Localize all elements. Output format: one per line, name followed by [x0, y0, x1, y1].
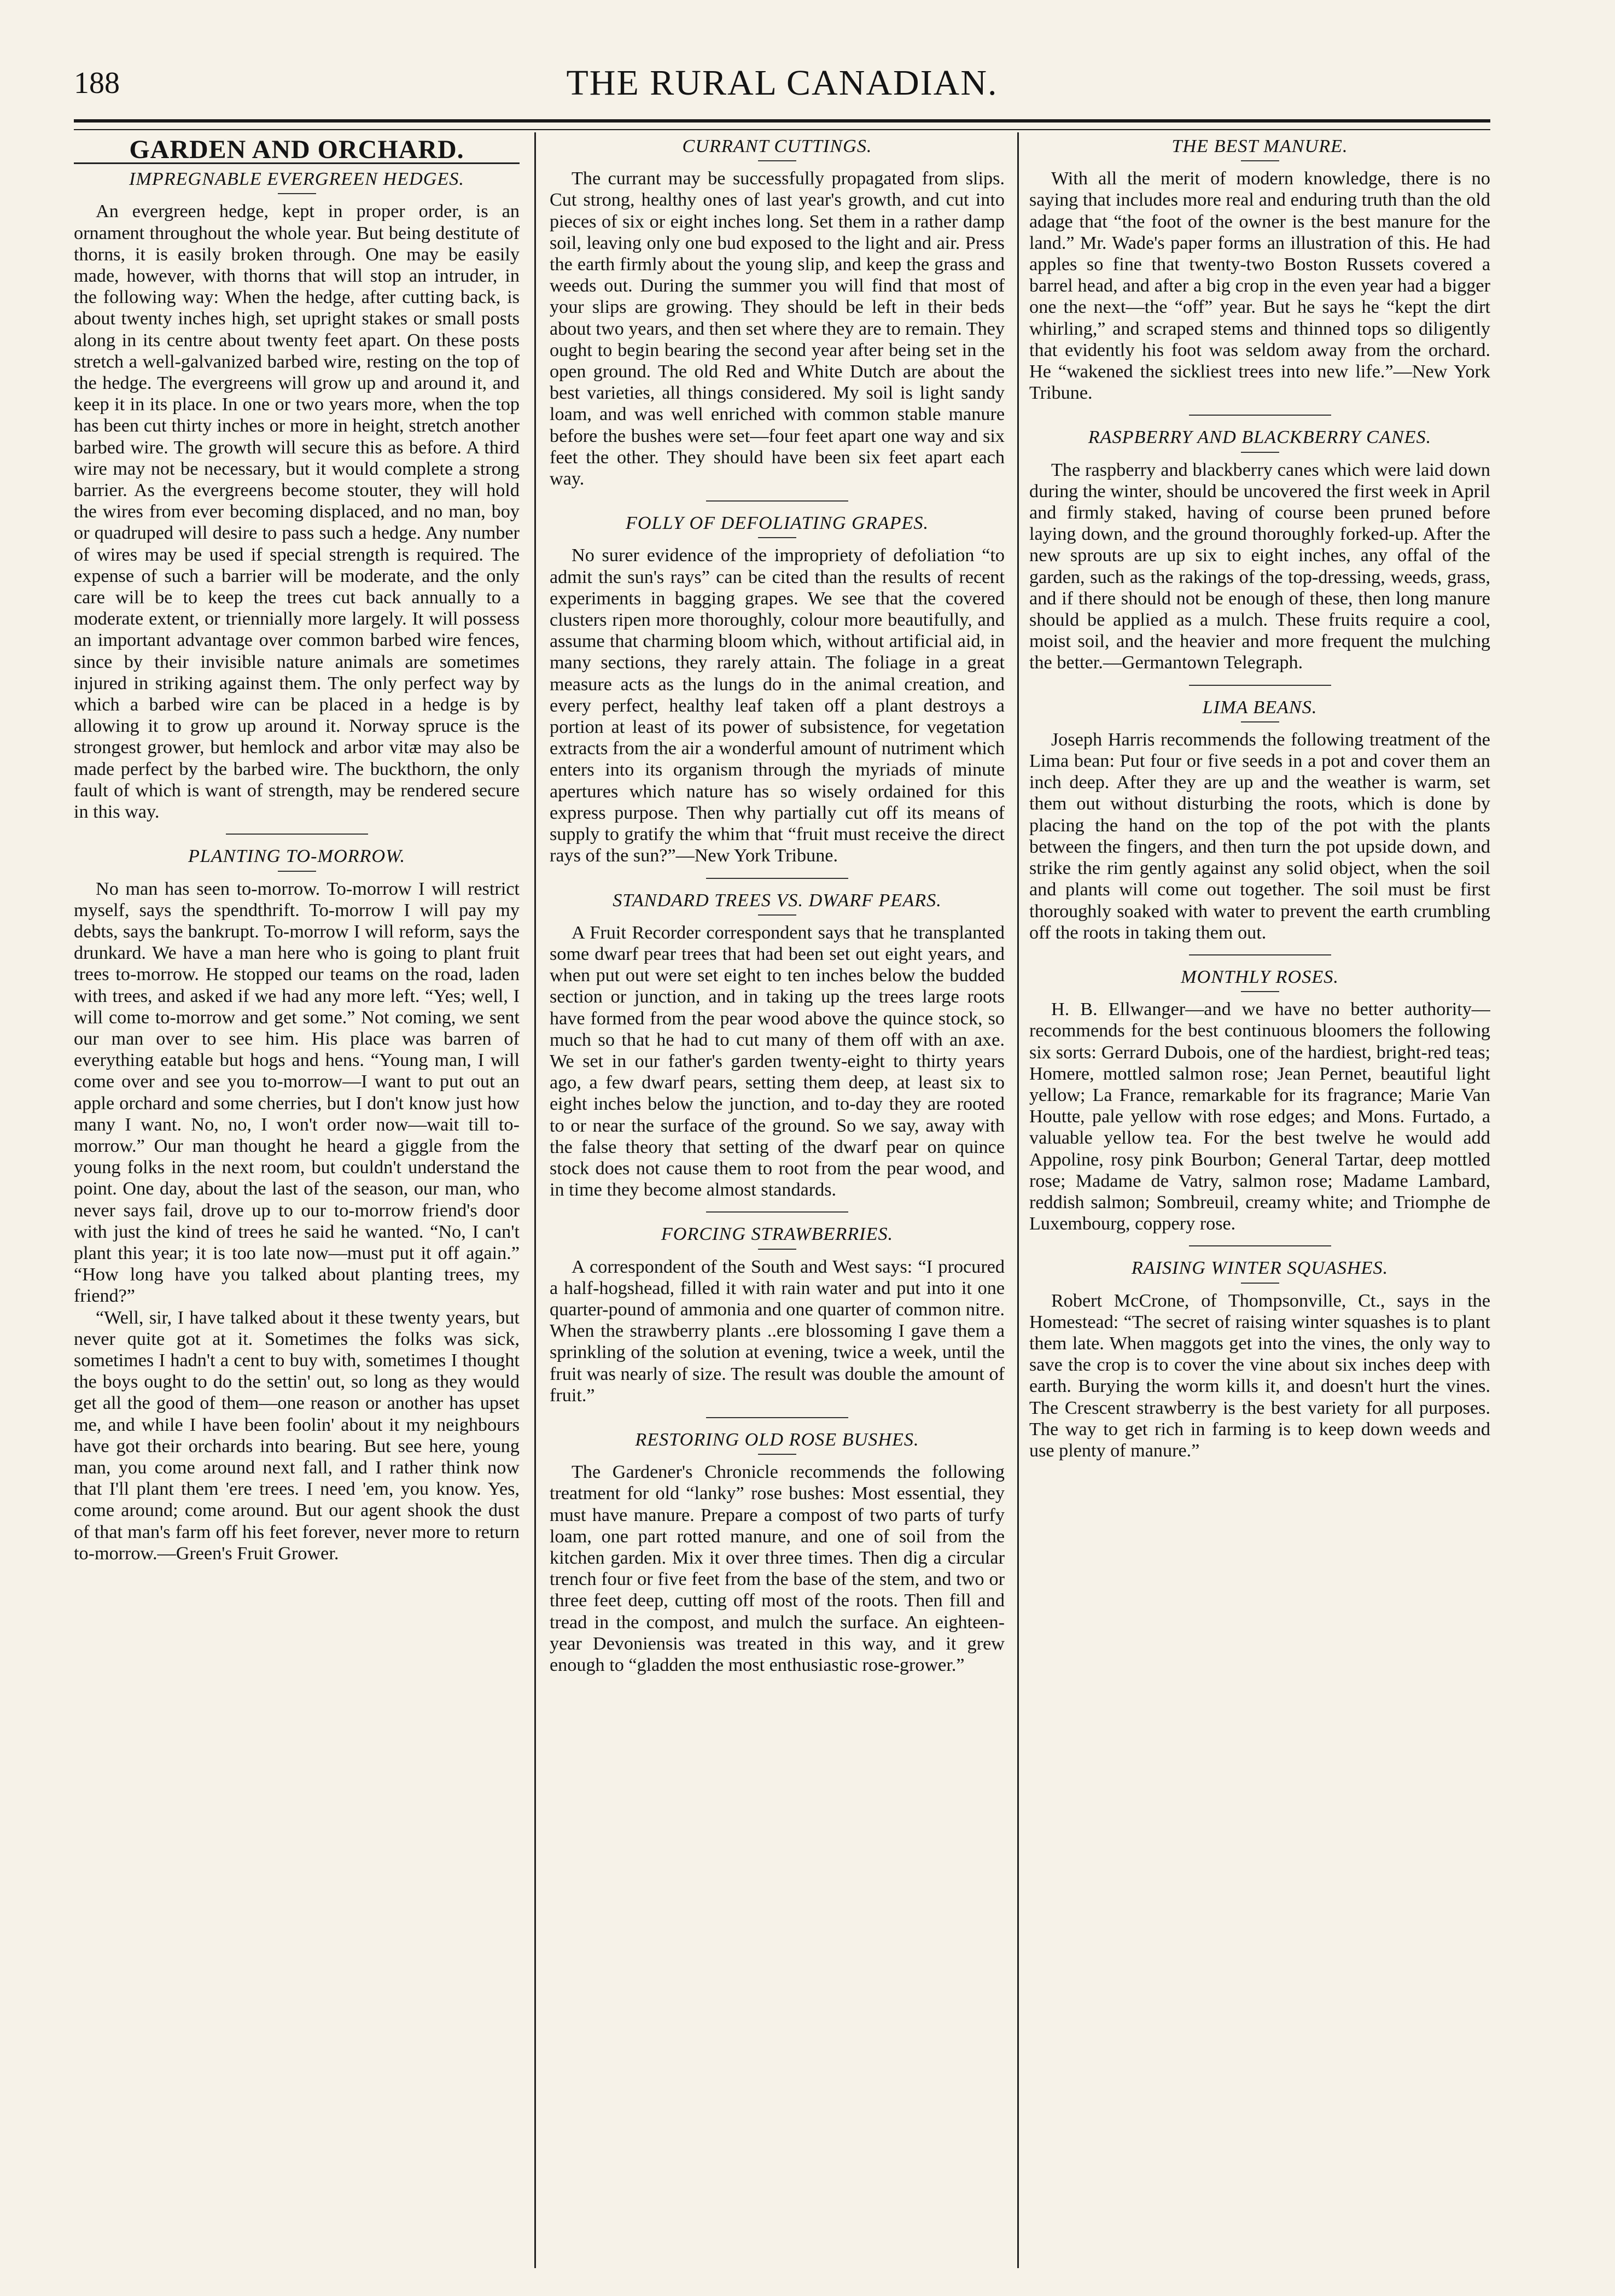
column-1 — [74, 136, 520, 2269]
heading-rule — [758, 914, 796, 916]
article-heading: MONTHLY ROSES. — [1181, 966, 1339, 987]
article-raspberry-canes — [1029, 427, 1490, 673]
article-heading: STANDARD TREES VS. DWARF PEARS. — [613, 890, 942, 911]
article-heading: CURRANT CUTTINGS. — [682, 136, 872, 156]
article-heading: PLANTING TO-MORROW. — [188, 846, 405, 867]
article-divider — [1189, 1245, 1331, 1246]
article-winter-squashes — [1029, 1257, 1490, 1461]
article-paragraph: No man has seen to-morrow. To-morrow I will restrict myself, says the spendthrift. To-morrow I will pay my debts, says the bankrupt. To-morrow I will reform, says the drunkard. We have a man here who is going to plant fruit trees to-morrow. He stopped our teams on the road, laden with trees, and asked if we had any more left. “Yes; well, I will come to-morrow and get some.” Not coming, we sent our man over to see him. His place was barren of everything eatable but hogs and hens. “Young man, I will come over and see you to-morrow—I want to put out an apple orchard and some cherries, but I don't know just how many I want. No, no, I won't order now—wait till to-morrow.” Our man thought he heard a giggle from the young folks in the next room, but couldn't understand the point. One day, about the last of the season, our man, who never says fail, drove up to our to-morrow friend's door with just the kind of trees he said he wanted. “No, I can't plant this year; it is too late now—must put it off again.” “How long have you talked about planting trees, my friend?” — [74, 878, 520, 1307]
article-paragraph: A correspondent of the South and West says: “I procured a half-hogshead, filled it with rain water and put into it one quarter-pound of ammonia and one quarter of common nitre. When the strawberry plants ..ere blossoming I gave them a sprinkling of the solution at evening, twice a week, until the fruit was nearly of size. The result was double the amount of fruit.” — [550, 1256, 1005, 1406]
heading-rule — [758, 537, 796, 538]
article-divider — [1189, 685, 1331, 686]
article-divider — [1189, 954, 1331, 955]
column-divider — [1017, 132, 1019, 2268]
article-paragraph: Robert McCrone, of Thompsonville, Ct., says in the Homestead: “The secret of raising winter squashes is to plant them late. When maggots get into the vines, the only way to save the crop is to cover the vine about six inches deep with earth. Burying the worm kills it, and doesn't hurt the vines. The Crescent strawberry is the best variety for all purposes. The way to get rich in farming is to keep down weeds and use plenty of manure.” — [1029, 1290, 1490, 1461]
heading-rule — [1241, 991, 1279, 992]
article-heading: LIMA BEANS. — [1202, 697, 1317, 718]
article-standard-trees — [550, 890, 1005, 1201]
article-heading: IMPREGNABLE EVERGREEN HEDGES. — [129, 169, 464, 190]
article-monthly-roses — [1029, 966, 1490, 1234]
article-heading: RAISING WINTER SQUASHES. — [1131, 1258, 1389, 1279]
article-paragraph: “Well, sir, I have talked about it these twenty years, but never quite got at it. Sometimes the folks was sick, sometimes I hadn't a cent to buy with, sometimes I thought the boys ought to do the settin' out, so long as they would get all the good of them—one reason or another has upset me, and while I have been foolin' about it my neighbours have got their orchards into bearing. But see here, young man, you come around next fall, and I rather think now that I'll plant them 'ere trees. I need 'em, you know. Yes, come around; come around. But our agent shook the dust of that man's farm off his feet forever, never more to return to-morrow.—Green's Fruit Grower. — [74, 1307, 520, 1564]
page-number: 188 — [74, 66, 120, 100]
heading-rule — [758, 1454, 796, 1455]
article-best-manure — [1029, 136, 1490, 404]
article-paragraph: A Fruit Recorder correspondent says that he transplanted some dwarf pear trees that had been set out eight years, and when put out were set eight to ten inches below the budded section or junction, and in taking up the trees large roots have formed from the pear wood above the quince stock, so much so that he had to cut many of them off with an axe. We set in our father's garden twenty-eight to thirty years ago, a few dwarf pears, setting them deep, at least six to eight inches below the junction, and to-day they are rooted to or near the surface of the ground. So we say, away with the false theory that setting of the dwarf pear on quince stock does not cause them to root from the pear wood, and in time they become almost standards. — [550, 922, 1005, 1201]
article-paragraph: Joseph Harris recommends the following treatment of the Lima bean: Put four or five seeds in a pot and cover them an inch deep. After they are up and the weather is warm, set them out without disturbing the roots, which is done by placing the hand on the top of the pot with the plants between the fingers, and then turn the pot upside down, and strike the rim gently against any solid object, when the soil and plants will come out together. The soil must be first thoroughly soaked with water to prevent the earth crumbling off the roots in taking them out. — [1029, 729, 1490, 943]
article-divider — [706, 878, 848, 879]
article-divider — [1189, 415, 1331, 416]
column-2 — [550, 136, 1005, 2269]
article-defoliating-grapes — [550, 512, 1005, 866]
page-header — [74, 60, 1490, 126]
article-heading: THE BEST MANURE. — [1171, 136, 1348, 156]
article-heading: FOLLY OF DEFOLIATING GRAPES. — [625, 513, 929, 534]
article-forcing-strawberries — [550, 1223, 1005, 1406]
article-divider — [226, 834, 368, 835]
column-3 — [1029, 136, 1490, 2269]
heading-rule — [1241, 721, 1279, 722]
heading-rule — [278, 871, 316, 872]
article-paragraph: The raspberry and blackberry canes which were laid down during the winter, should be uncovered the first week in April and firmly staked, having of course been pruned before laying down, and the ground thoroughly forked-up. After the new sprouts are up six to eight inches, any offal of the garden, such as the rakings of the top-dressing, weeds, grass, and if there should not be enough of these, then long manure should be applied as a mulch. These fruits require a cool, moist soil, and the heavier and more frequent the mulching the better.—Germantown Telegraph. — [1029, 459, 1490, 673]
heading-rule — [758, 160, 796, 161]
heading-rule — [278, 193, 316, 194]
article-currant-cuttings — [550, 136, 1005, 489]
article-evergreen-hedges — [74, 168, 520, 823]
newspaper-title: THE RURAL CANADIAN. — [566, 63, 998, 103]
column-divider — [534, 132, 536, 2268]
article-divider — [706, 1417, 848, 1418]
article-heading: FORCING STRAWBERRIES. — [661, 1224, 894, 1245]
article-paragraph: The Gardener's Chronicle recommends the following treatment for old “lanky” rose bushes: Most essential, they must have manure. Prepare a compost of two parts of turfy loam, one part rotted manure, and one of soil from the kitchen garden. Mix it over three times. Then dig a circular trench four or five feet from the base of the stem, and two or three feet deep, cutting off most of the roots. Then fill and tread in the compost, and mulch the surface. An eighteen-year Devoniensis was treated in this way, and it grew enough to “gladden the most enthusiastic rose-grower.” — [550, 1462, 1005, 1675]
article-divider — [706, 500, 848, 502]
article-rose-bushes — [550, 1429, 1005, 1676]
article-paragraph: An evergreen hedge, kept in proper order, is an ornament throughout the whole year. But being destitute of thorns, it is easily broken through. One may be easily made, however, with thorns that will stop an intruder, in the following way: When the hedge, after cutting back, is about twenty inches high, set upright stakes or small posts along in its centre about twenty feet apart. On these posts stretch a well-galvanized barbed wire, resting on the top of the hedge. The evergreens will grow up and around it, and keep it in its place. In one or two years more, when the top has been cut thirty inches or more in height, stretch another barbed wire. The growth will secure this as before. A third wire may not be necessary, but it would complete a strong barrier. As the evergreens become stouter, they will hold the wires from ever becoming displaced, and no man, boy or quadruped will desire to pass such a hedge. Any number of wires may be used if special strength is required. The expense of such a barrier will be moderate, and the only care will be to keep the trees cut back annually to a moderate extent, or triennially more largely. It will possess an important advantage over common barbed wire fences, since by their invisible nature animals are sometimes injured in striking against them. The only perfect way by which a barbed wire can be placed in a hedge is by allowing it to grow up around it. Norway spruce is the strongest grower, but hemlock and arbor vitæ may also be made perfect by the barbed wire. The buckthorn, the only fault of which is want of strength, may be rendered secure in this way. — [74, 201, 520, 823]
article-lima-beans — [1029, 697, 1490, 943]
article-paragraph: No surer evidence of the impropriety of defoliation “to admit the sun's rays” can be cited than the results of recent experiments in bagging grapes. We see that the covered clusters ripen more thoroughly, colour more beautifully, and assume that charming bloom which, without artificial aid, in many sections, they rarely attain. The foliage in a great measure acts as the lungs do in the animal creation, and every perfect, healthy leaf taken off a plant destroys a portion at least of its power of subsistence, for vegetation extracts from the air a wonderful amount of nutriment which enters into its organism through the myriads of minute apertures which nature has so wisely ordained for this express purpose. Then why partially cut off its means of supply to gratify the whim that “fruit must receive the direct rays of the sun?”—New York Tribune. — [550, 545, 1005, 866]
article-paragraph: H. B. Ellwanger—and we have no better authority—recommends for the best continuous bloomers the following six sorts: Gerrard Dubois, one of the hardiest, bright-red teas; Homere, mottled salmon rose; Jean Pernet, beautiful light yellow; La France, remarkable for its fragrance; Marie Van Houtte, pale yellow with rose edges; and Mons. Furtado, a valuable yellow tea. For the best twelve he would add Appoline, rosy pink Bourbon; General Tartar, deep mottled rose; Madame de Vatry, salmon rose; Madame Lambard, reddish salmon; Sombreuil, creamy white; and Triomphe de Luxembourg, coppery rose. — [1029, 999, 1490, 1234]
article-divider — [706, 1211, 848, 1213]
article-heading: RESTORING OLD ROSE BUSHES. — [635, 1429, 919, 1450]
article-paragraph: With all the merit of modern knowledge, there is no saying that includes more real and enduring truth than the old adage that “the foot of the owner is the best manure for the land.” Mr. Wade's paper forms an illustration of this. He had apples so fine that twenty-two Boston Russets covered a barrel head, and after a big crop in the even year had a bigger one the next—the “off” year. But he says he “kept the dirt whirling,” and scraped stems and thinned tops so diligently that evidently his foot was seldom away from the orchard. He “wakened the sickliest trees into new life.”—New York Tribune. — [1029, 168, 1490, 404]
heading-rule — [1241, 1283, 1279, 1284]
heading-rule — [1241, 160, 1279, 161]
article-planting-tomorrow — [74, 846, 520, 1564]
article-paragraph: The currant may be successfully propagated from slips. Cut strong, healthy ones of last year's growth, and cut into pieces of six or eight inches long. Set them in a rather damp soil, leaving only one bud exposed to the light and air. Press the earth firmly about the young slip, and keep the grass and weeds out. During the summer you will find that most of your slips are growing. They should be left in their beds about two years, and then set where they are to remain. They ought to begin bearing the second year after being set in the open ground. The old Red and White Dutch are about the best varieties, all things considered. My soil is light sandy loam, and was well enriched with common stable manure before the bushes were set—four feet apart one way and six feet the other. They should have been six feet apart each way. — [550, 168, 1005, 489]
header-rule — [74, 119, 1490, 130]
heading-rule — [758, 1249, 796, 1250]
section-title: GARDEN AND ORCHARD. — [129, 136, 464, 164]
article-heading: RASPBERRY AND BLACKBERRY CANES. — [1088, 427, 1432, 448]
heading-rule — [1241, 452, 1279, 453]
